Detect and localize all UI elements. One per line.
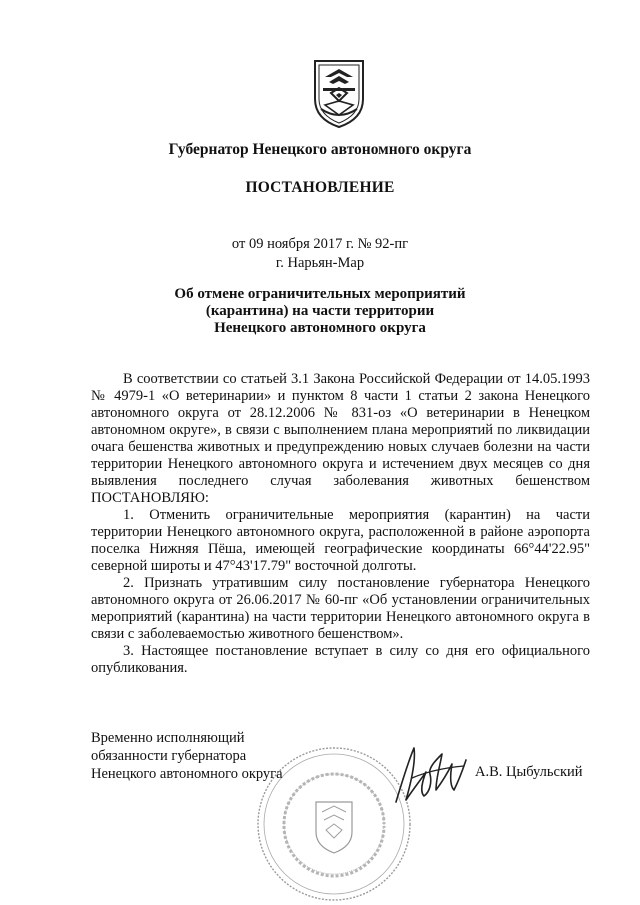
subject-line: Ненецкого автономного округа bbox=[214, 320, 426, 336]
signer-title-line: Временно исполняющий bbox=[91, 730, 245, 746]
signer-title-block bbox=[91, 729, 283, 783]
coat-of-arms-icon bbox=[301, 55, 377, 129]
signer-title-line: Ненецкого автономного округа bbox=[91, 766, 283, 782]
item-1-paragraph: 1. Отменить ограничительные мероприятия (карантин) на части территории Ненецкого автономного округа, расположенной в районе аэропорта поселка Нижняя Пёша, имеющей географические координаты 66°44'22.95" северной широты и 47°43'17.79" восточной долготы. bbox=[91, 507, 590, 574]
subject-line: Об отмене ограничительных мероприятий bbox=[174, 286, 466, 302]
governor-title: Губернатор Ненецкого автономного округа bbox=[168, 141, 472, 158]
city: г. Нарьян-Мар bbox=[275, 255, 365, 271]
signer-name: А.В. Цыбульский bbox=[475, 764, 583, 780]
document-type: ПОСТАНОВЛЕНИЕ bbox=[245, 179, 395, 196]
item-2-paragraph: 2. Признать утратившим силу постановление губернатора Ненецкого автономного округа от 26.06.2017 № 60-пг «Об установлении ограничительных мероприятий (карантина) на части территории Ненецкого автономного округа в связи с заболеваемостью животного бешенством». bbox=[91, 575, 590, 642]
subject-line: (карантина) на части территории bbox=[205, 303, 435, 319]
preamble-paragraph: В соответствии со статьей 3.1 Закона Российской Федерации от 14.05.1993 № 4979-1 «О ветеринарии» и пунктом 8 части 1 статьи 2 закона Ненецкого автономного округа от 28.12.2006 № 831-оз «О ветеринарии в Ненецком автономном округе», в связи с выполнением плана мероприятий по ликвидации очага бешенства животных и предупреждению новых случаев болезни на части территории Ненецкого автономного округа и истечением двух месяцев со дня выявления последнего случая заболевания животных бешенством ПОСТАНОВЛЯЮ: bbox=[91, 371, 590, 506]
signer-title-line: обязанности губернатора bbox=[91, 748, 247, 764]
document-body bbox=[91, 371, 590, 677]
item-3-paragraph: 3. Настоящее постановление вступает в силу со дня его официального опубликования. bbox=[91, 643, 590, 676]
document-subject bbox=[0, 286, 640, 337]
handwritten-signature bbox=[392, 742, 472, 808]
date-number: от 09 ноября 2017 г. № 92-пг bbox=[231, 236, 409, 252]
